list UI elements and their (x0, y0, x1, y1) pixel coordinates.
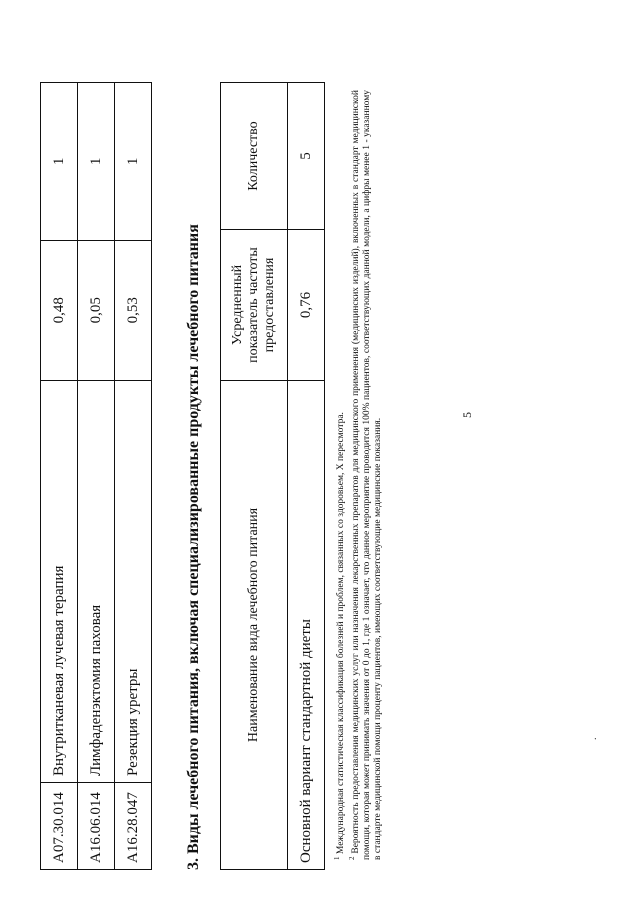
footnotes (332, 90, 384, 860)
service-code: A16.06.014 (78, 783, 115, 870)
service-frequency: 0,05 (78, 240, 115, 380)
footnote-1 (332, 90, 347, 860)
table-row (288, 83, 325, 870)
service-name: Лимфаденэктомия паховая (78, 380, 115, 782)
service-frequency: 0,53 (115, 240, 152, 380)
column-header-quantity: Количество (221, 83, 288, 230)
table-row (115, 83, 152, 870)
footnote-mark: 2 (348, 856, 357, 860)
rotated-page (40, 30, 600, 870)
margin-mark: . (588, 737, 599, 740)
service-code: A07.30.014 (41, 783, 78, 870)
page-number: 5 (460, 412, 474, 418)
footnote-text: Международная статистическая классификация болезней и проблем, связанных со здоровьем, X пересмотра. (336, 412, 347, 855)
footnote-2 (347, 90, 384, 860)
service-multiplicity: 1 (41, 83, 78, 241)
service-frequency: 0,48 (41, 240, 78, 380)
column-header-name: Наименование вида лечебного питания (221, 381, 288, 870)
service-multiplicity: 1 (78, 83, 115, 241)
table-row (78, 83, 115, 870)
table-row (41, 83, 78, 870)
service-multiplicity: 1 (115, 83, 152, 241)
diet-frequency: 0,76 (288, 230, 325, 381)
diet-name: Основной вариант стандартной диеты (288, 381, 325, 870)
service-name: Внутритканевая лучевая терапия (41, 380, 78, 782)
footnote-text: Вероятность предоставления медицинских услуг или назначения лекарственных препаратов для медицинского применения (медицинских изделий), включенных в стандарт медицинской помощи, которая может принимать значения от 0 до 1, где 1 означает, что данное мероприятие проводится 100% пациентов, соответствующих данной модели, а цифры менее 1 - указанному в стандарте медицинской помощи проценту пациентов, имеющих соответствующие медицинские показания. (351, 90, 384, 860)
services-table (40, 82, 152, 870)
table-header-row (221, 83, 288, 870)
nutrition-table (220, 82, 325, 870)
service-name: Резекция уретры (115, 380, 152, 782)
diet-quantity: 5 (288, 83, 325, 230)
service-code: A16.28.047 (115, 783, 152, 870)
footnote-mark: 1 (333, 856, 341, 860)
column-header-frequency: Усредненный показатель частоты предоставления (221, 230, 288, 381)
section-heading: 3. Виды лечебного питания, включая специализированные продукты лечебного питания (185, 224, 202, 870)
